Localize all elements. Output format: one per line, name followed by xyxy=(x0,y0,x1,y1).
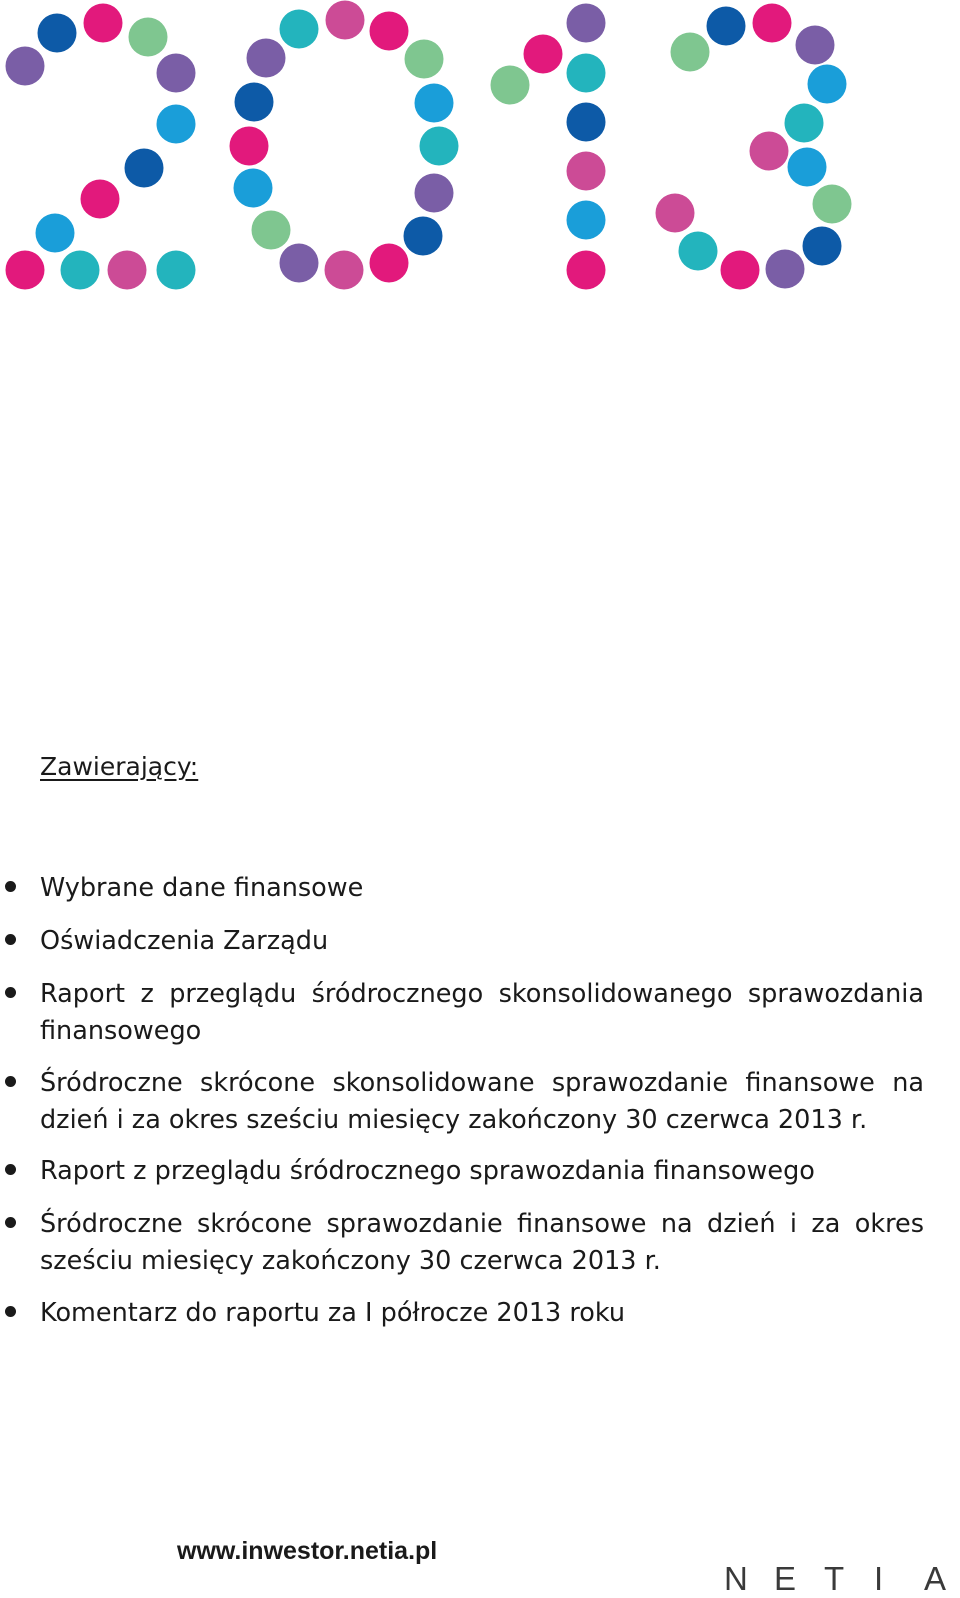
graphic-dot xyxy=(370,12,409,51)
graphic-dot xyxy=(707,7,746,46)
graphic-dot xyxy=(108,251,147,290)
logo-letter: I xyxy=(874,1560,884,1597)
graphic-dot xyxy=(157,54,196,93)
graphic-dot xyxy=(84,4,123,43)
graphic-dot xyxy=(235,83,274,122)
list-item-text: Oświadczenia Zarządu xyxy=(40,926,329,956)
logo-letter: T xyxy=(824,1560,845,1597)
logo-letter: E xyxy=(774,1560,797,1597)
bullet-icon xyxy=(5,1076,16,1087)
graphic-dot xyxy=(415,84,454,123)
graphic-dot xyxy=(157,251,196,290)
list-item-text: Komentarz do raportu za I półrocze 2013 roku xyxy=(40,1298,626,1328)
graphic-dot xyxy=(230,127,269,166)
graphic-dot xyxy=(370,244,409,283)
contents-heading: Zawierający: xyxy=(40,752,199,781)
graphic-dot xyxy=(524,35,563,74)
netia-logo xyxy=(724,1561,960,1597)
bullet-icon xyxy=(5,1217,16,1228)
graphic-dot xyxy=(671,33,710,72)
graphic-dot xyxy=(404,217,443,256)
logo-letter: N xyxy=(724,1560,748,1597)
bullet-icon xyxy=(5,1306,16,1317)
graphic-dot xyxy=(803,227,842,266)
investor-website-link[interactable]: www.inwestor.netia.pl xyxy=(177,1537,438,1565)
bullet-icon xyxy=(5,934,16,945)
graphic-dot xyxy=(753,4,792,43)
graphic-dot xyxy=(6,47,45,86)
graphic-dot xyxy=(656,194,695,233)
graphic-dot xyxy=(38,14,77,53)
graphic-dot xyxy=(252,211,291,250)
graphic-dot xyxy=(766,250,805,289)
list-item-text: Wybrane dane finansowe xyxy=(40,873,364,903)
graphic-dot xyxy=(280,10,319,49)
graphic-dot xyxy=(785,104,824,143)
logo-letter: A xyxy=(924,1560,947,1597)
graphic-dot xyxy=(813,185,852,224)
graphic-dot xyxy=(157,105,196,144)
bullet-icon xyxy=(5,987,16,998)
list-item-text: Śródroczne skrócone skonsolidowane sprawozdanie finansowe na dzień i za okres sześciu miesięcy zakończony 30 czerwca 2013 r. xyxy=(40,1068,924,1135)
graphic-dot xyxy=(405,40,444,79)
list-item-text: Raport z przeglądu śródrocznego sprawozdania finansowego xyxy=(40,1156,815,1186)
list-item-text: Raport z przeglądu śródrocznego skonsolidowanego sprawozdania finansowego xyxy=(40,979,924,1046)
graphic-dot xyxy=(129,18,168,57)
graphic-dot xyxy=(567,103,606,142)
graphic-dot xyxy=(81,180,120,219)
graphic-dot xyxy=(788,148,827,187)
graphic-dot xyxy=(567,152,606,191)
graphic-dot xyxy=(326,1,365,40)
graphic-dot xyxy=(567,201,606,240)
graphic-dot xyxy=(125,149,164,188)
graphic-dot xyxy=(234,169,273,208)
graphic-dot xyxy=(679,232,718,271)
graphic-dot xyxy=(280,244,319,283)
graphic-dot xyxy=(6,251,45,290)
bullet-icon xyxy=(5,881,16,892)
graphic-dot xyxy=(61,251,100,290)
list-item-text: Śródroczne skrócone sprawozdanie finansowe na dzień i za okres sześciu miesięcy zakończony 30 czerwca 2013 r. xyxy=(40,1209,924,1276)
graphic-dot xyxy=(325,251,364,290)
graphic-dot xyxy=(796,26,835,65)
graphic-dot xyxy=(750,132,789,171)
graphic-dot xyxy=(567,54,606,93)
graphic-dot xyxy=(808,65,847,104)
bullet-icon xyxy=(5,1164,16,1175)
graphic-dot xyxy=(420,127,459,166)
graphic-dot xyxy=(415,174,454,213)
graphic-dot xyxy=(491,66,530,105)
graphic-dot xyxy=(36,214,75,253)
year-2013-dot-graphic xyxy=(0,0,960,300)
graphic-dot xyxy=(567,4,606,43)
graphic-dot xyxy=(721,251,760,290)
graphic-dot xyxy=(247,39,286,78)
graphic-dot xyxy=(567,251,606,290)
